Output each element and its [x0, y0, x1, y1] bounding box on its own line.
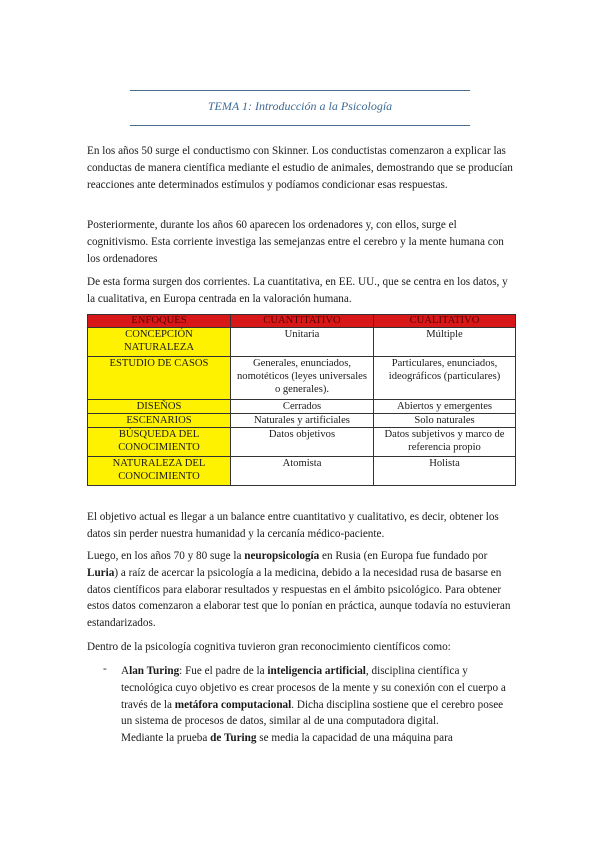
row-category: ESCENARIOS	[88, 414, 231, 428]
row-cuantitativo: Atomista	[231, 457, 374, 486]
row-category: CONCEPCIÓN NATURALEZA	[88, 328, 231, 357]
table-header-row	[88, 315, 516, 328]
row-category: NATURALEZA DEL CONOCIMIENTO	[88, 457, 231, 486]
title-rule-top	[130, 90, 470, 91]
page-title: TEMA 1: Introducción a la Psicología	[207, 99, 393, 113]
text-span: : Fue el padre de la	[179, 665, 268, 677]
row-cualitativo: Holista	[374, 457, 516, 486]
term-metafora-computacional: metáfora computacional	[174, 698, 292, 711]
text-span: A	[121, 665, 130, 677]
table-row	[88, 400, 516, 414]
header-cuantitativo: CUANTITATIVO	[231, 315, 374, 328]
text-span: Luego, en los años 70 y 80 suge la	[87, 550, 245, 562]
row-category: DISEÑOS	[88, 400, 231, 414]
term-alan-turing: lan Turing	[129, 665, 180, 677]
paragraph-objetivo: El objetivo actual es llegar a un balance entre cuantitativo y cualitativo, es decir, obtener los datos sin perder nuestra humanidad y la cercanía médico-paciente.	[87, 511, 499, 540]
row-category: ESTUDIO DE CASOS	[88, 357, 231, 400]
term-prueba-turing: de Turing	[210, 732, 257, 745]
list-item-turing	[121, 663, 515, 747]
table-row	[88, 328, 516, 357]
text-span: , disciplina científica y tecnológica cuyo objetivo es crear procesos de la mente y su conexión con el cuerpo a través de la	[121, 665, 506, 711]
table-row	[88, 414, 516, 428]
row-cualitativo: Datos subjetivos y marco de referencia propio	[374, 428, 516, 457]
text-span: Mediante la prueba	[121, 732, 211, 745]
row-cuantitativo: Generales, enunciados, nomotéticos (leyes universales o generales).	[231, 357, 374, 400]
term-luria: Luria	[87, 566, 115, 579]
row-cuantitativo: Cerrados	[231, 400, 374, 414]
term-neuropsicologia: neuropsicología	[244, 550, 320, 562]
row-cuantitativo: Unitaria	[231, 328, 374, 357]
row-cuantitativo: Datos objetivos	[231, 428, 374, 457]
comparison-table	[87, 314, 516, 486]
row-cualitativo: Múltiple	[374, 328, 516, 357]
text-span: se media la capacidad de una máquina para	[256, 732, 453, 745]
paragraph-cognitiva: Dentro de la psicología cognitiva tuvieron gran reconocimiento científicos como:	[87, 641, 451, 653]
title-rule-bottom	[130, 125, 470, 126]
paragraph-conductismo: En los años 50 surge el conductismo con Skinner. Los conductistas comenzaron a explicar las conductas de manera científica mediante el estudio de animales, demostrando que se producían reacciones ante determinados estímulos y podíamos condicionar esas respuestas.	[87, 145, 513, 191]
paragraph-neuropsicologia	[87, 548, 515, 632]
paragraph-corrientes: De esta forma surgen dos corrientes. La cuantitativa, en EE. UU., que se centra en los datos, y la cualitativa, en Europa centrada en la valoración humana.	[87, 276, 508, 305]
table-row	[88, 357, 516, 400]
row-cualitativo: Solo naturales	[374, 414, 516, 428]
text-span: . Dicha disciplina sostiene que el cerebro posee un sistema de procesos de datos, similar al de una computadora digital.	[121, 698, 504, 728]
text-span: ) a raíz de acercar la psicología a la medicina, debido a la necesidad rusa de basarse en datos científicos para elaborar resultados y respuestas en el ámbito psicológico. Para obtener estos datos comenzaron a elaborar test que lo ponían en práctica, aunque todavía no estuvieran estandarizados.	[87, 566, 511, 630]
list-bullet: -	[103, 663, 107, 675]
paragraph-cognitivismo: Posteriormente, durante los años 60 aparecen los ordenadores y, con ellos, surge el cognitivismo. Esta corriente investiga las semejanzas entre el cerebro y la mente humana con los ordenadores	[87, 219, 504, 265]
row-cualitativo: Particulares, enunciados, ideográficos (particulares)	[374, 357, 516, 400]
header-cualitativo: CUALITATIVO	[374, 315, 516, 328]
text-span: en Rusia (en Europa fue fundado por	[319, 550, 488, 562]
table-row	[88, 428, 516, 457]
row-cuantitativo: Naturales y artificiales	[231, 414, 374, 428]
table-row	[88, 457, 516, 486]
term-inteligencia-artificial: inteligencia artificial	[267, 665, 366, 677]
header-enfoques: ENFOQUES	[88, 315, 231, 328]
row-category: BÚSQUEDA DEL CONOCIMIENTO	[88, 428, 231, 457]
row-cualitativo: Abiertos y emergentes	[374, 400, 516, 414]
